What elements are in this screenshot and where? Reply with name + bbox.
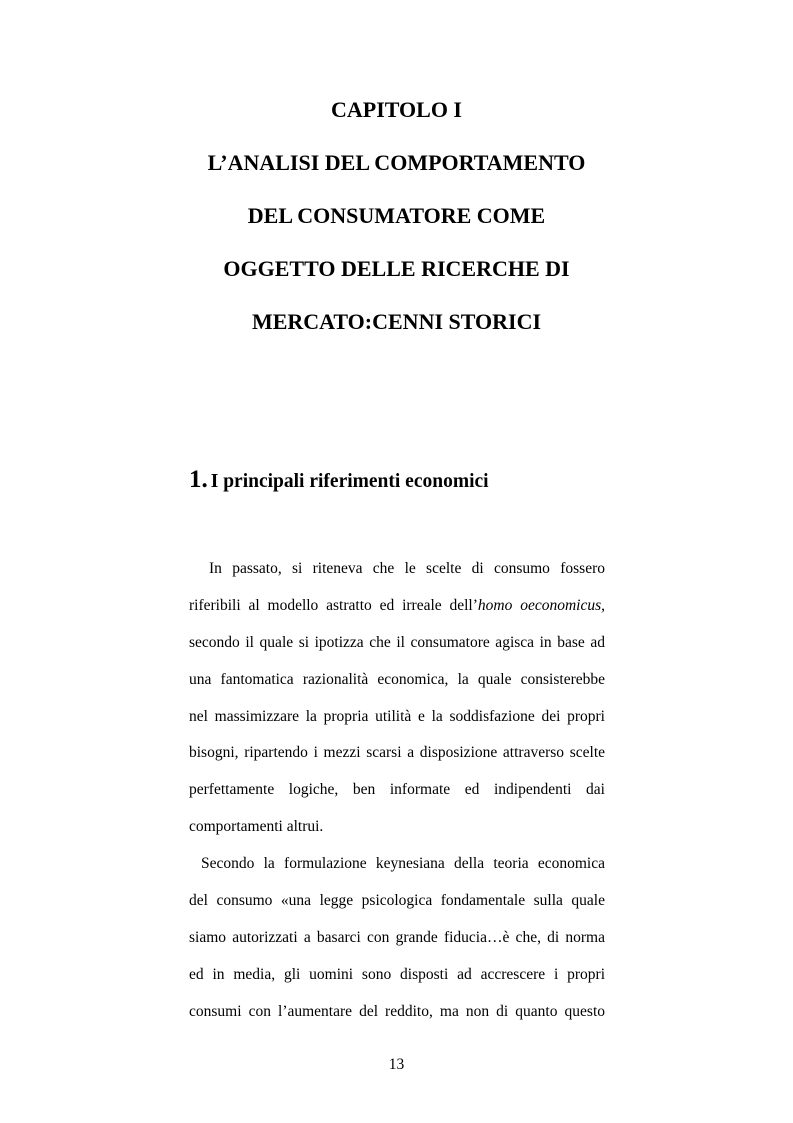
chapter-title-line: MERCATO:CENNI STORICI [251,309,542,334]
chapter-heading [0,92,793,357]
body-text [189,555,605,1035]
text-span: , [601,596,605,614]
text-line: del consumo «una legge psicologica fondamentale sulla quale [189,892,605,910]
text-line: Secondo la formulazione keynesiana della teoria economica [201,855,605,873]
section-title: I principali riferimenti economici [210,471,489,492]
page-number: 13 [388,1056,405,1073]
section-heading [189,466,489,494]
text-line: consumi con l’aumentare del reddito, ma non di quanto questo [189,1002,605,1020]
text-line: siamo autorizzati a basarci con grande fiducia…è che, di norma [189,928,605,946]
text-line: secondo il quale si ipotizza che il consumatore agisca in base ad [189,633,605,651]
text-line: nel massimizzare la propria utilità e la soddisfazione dei propri [189,707,605,725]
chapter-number: CAPITOLO I [330,97,462,122]
section-number: 1. [189,466,208,493]
text-line: perfettamente logiche, ben informate ed indipendenti dai [189,781,605,799]
text-line: bisogni, ripartendo i mezzi scarsi a disposizione attraverso scelte [189,744,605,762]
text-line [189,592,605,629]
text-line: ed in media, gli uomini sono disposti ad accrescere i propri [189,965,605,983]
text-line: In passato, si riteneva che le scelte di consumo fossero [209,560,605,577]
chapter-title-line: OGGETTO DELLE RICERCHE DI [223,256,570,281]
text-line: una fantomatica razionalità economica, la quale consisterebbe [189,670,605,688]
chapter-title-line: L’ANALISI DEL COMPORTAMENTO [207,150,586,175]
italic-term: homo oeconomicus [477,596,602,614]
text-line: comportamenti altrui. [189,818,324,836]
text-span: riferibili al modello astratto ed irreale dell’ [189,596,478,614]
chapter-title-line: DEL CONSUMATORE COME [247,203,546,228]
